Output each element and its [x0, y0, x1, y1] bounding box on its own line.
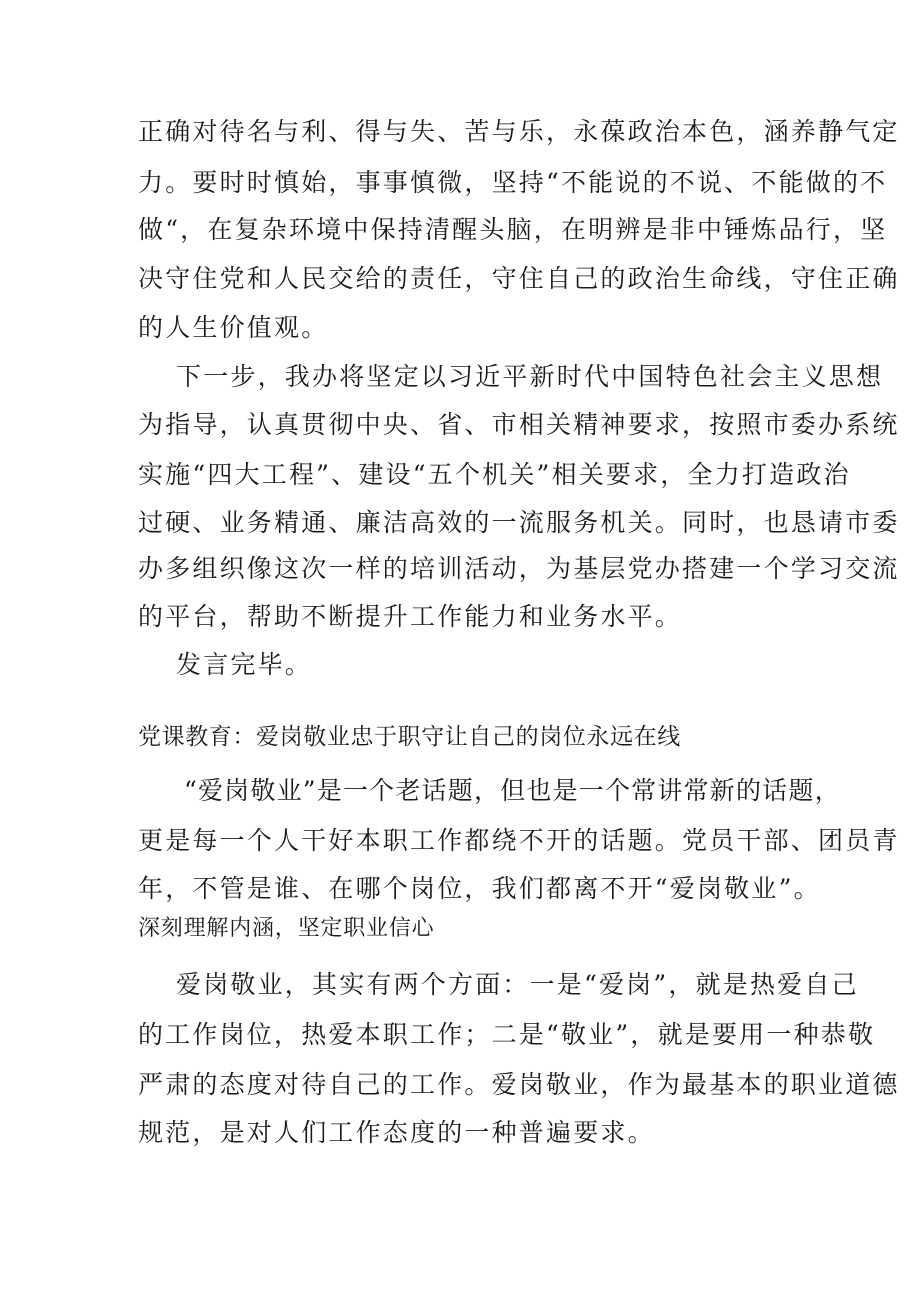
- paragraph-line: 严肃的态度对待自己的工作。爱岗敬业，作为最基本的职业道德: [138, 1070, 900, 1099]
- paragraph-line: “爱岗敬业”是一个老话题，但也是一个常讲常新的话题，: [184, 776, 841, 805]
- paragraph-line: 的工作岗位，热爱本职工作；二是“敬业”，就是要用一种恭敬: [138, 1020, 876, 1049]
- subheading: 深刻理解内涵，坚定职业信心: [138, 916, 435, 941]
- paragraph-line: 实施“四大工程”、建设“五个机关”相关要求，全力打造政治: [138, 460, 851, 489]
- paragraph-line: 的人生价值观。: [138, 313, 329, 342]
- paragraph-line: 年，不管是谁、在哪个岗位，我们都离不开“爱岗敬业”。: [138, 874, 821, 903]
- paragraph-line: 过硬、业务精通、廉洁高效的一流服务机关。同时，也恳请市委: [138, 508, 900, 537]
- section-title: 党课教育：爱岗敬业忠于职守让自己的岗位永远在线: [138, 724, 681, 750]
- paragraph-line: 办多组织像这次一样的培训活动，为基层党办搭建一个学习交流: [138, 554, 900, 583]
- paragraph-line: 决守住党和人民交给的责任，守住自己的政治生命线，守住正确: [138, 264, 900, 293]
- paragraph-line: 的平台，帮助不断提升工作能力和业务水平。: [138, 602, 683, 631]
- paragraph-line: 爱岗敬业，其实有两个方面：一是“爱岗”，就是热爱自己: [176, 970, 859, 999]
- paragraph-line: 下一步，我办将坚定以习近平新时代中国特色社会主义思想: [176, 362, 884, 391]
- paragraph-line: 为指导，认真贯彻中央、省、市相关精神要求，按照市委办系统: [138, 410, 900, 439]
- closing-line: 发言完毕。: [176, 650, 313, 679]
- paragraph-line: 做“，在复杂环境中保持清醒头脑，在明辨是非中锤炼品行，坚: [138, 215, 888, 244]
- paragraph-line: 正确对待名与利、得与失、苦与乐，永葆政治本色，涵养静气定: [138, 117, 900, 146]
- paragraph-line: 更是每一个人干好本职工作都绕不开的话题。党员干部、团员青: [138, 826, 900, 855]
- paragraph-line: 规范，是对人们工作态度的一种普遍要求。: [138, 1118, 655, 1147]
- paragraph-line: 力。要时时慎始，事事慎微，坚持“不能说的不说、不能做的不: [138, 168, 888, 197]
